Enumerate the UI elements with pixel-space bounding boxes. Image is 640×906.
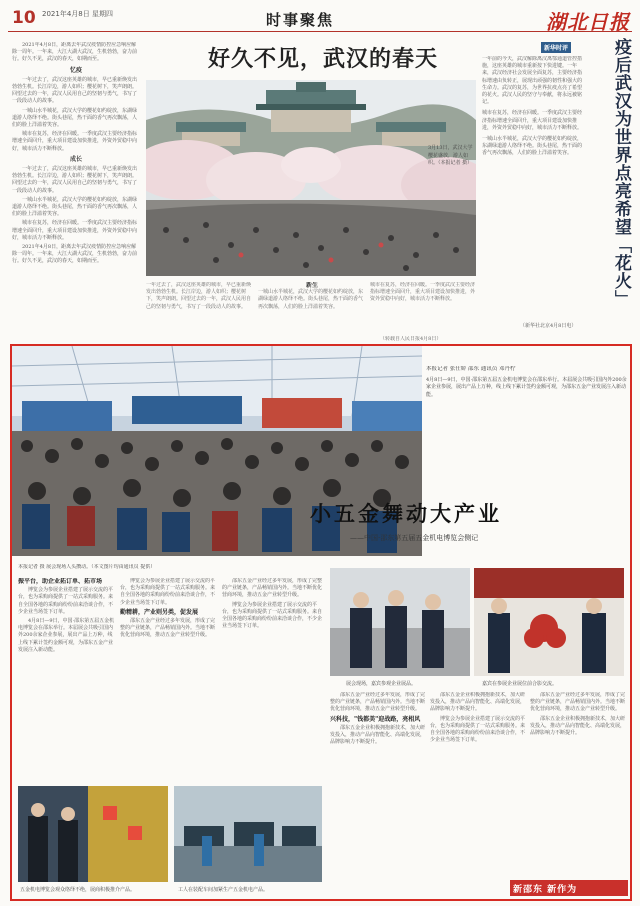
section-2-body: 邵东五金产业经过多年发展，形成了完整的产业链条，产品畅销国内外。当地不断优化营商环境，推动五金产业转型升级。 [120, 618, 216, 639]
section-3-body-2: 邵东五金企业积极拥抱新技术，加大研发投入，推动产品向智能化、高端化发展，品牌影响力不断提升。 [430, 692, 526, 713]
photo3-caption: 展会现场，嘉宾参观企业展品。 [346, 681, 417, 687]
section-3-body-4: 邵东五金产业经过多年发展，形成了完整的产业链条，产品畅销国内外。当地不断优化营商环境，推动五金产业转型升级。 [530, 692, 626, 713]
top-byline: （转载自人民日报4月8日） [380, 336, 442, 342]
feature-title: 小五金舞动大产业 [310, 501, 502, 526]
subhead-xinsheng: 新生 [305, 282, 318, 289]
section-1-body-2: 4月8日—9日，中国·邵东第五届五金机电博览会在邵东举行。本届展会共吸引国内外200余家企业参展，展出产品上万种，线上线下累计签约金额可观，为邵东五金产业发展注入新动能。 [18, 618, 115, 653]
top-left-column [12, 42, 140, 338]
cherry-blossom-scene [146, 80, 476, 276]
side-article-body [482, 56, 586, 318]
body-left-4: 一年过去了，武汉这座英雄的城市，早已重新焕发出勃勃生机。长江岸边，游人如织；樱花树下，笑声朗朗。回望过去的一年，武汉人民用自己的坚韧与勇气，书写了一段段动人的故事。 [12, 166, 138, 194]
feature-col-6 [530, 692, 626, 872]
photo5-caption: 工人在装配车间加紧生产五金机电产品。 [178, 887, 269, 893]
photo-visitors [18, 786, 168, 882]
section-3-heading: 兴科技，"钱都美"迎战路，亮相风 [330, 715, 421, 723]
commentary-tag: 新华时评 [541, 42, 571, 53]
subhead-chengzhang: 成长 [69, 155, 82, 163]
newspaper-logo: 湖北日报 [546, 10, 630, 34]
body-left-2: 一城山水半城花，武汉大学的樱花如约绽放，东湖绿道游人络绎不绝。街头巷尾，热干面的香气再次飘荡，人们的脸上洋溢着笑容。 [12, 107, 138, 129]
photo2-caption: 嘉宾在参展企业展位前合影交流。 [482, 681, 558, 687]
section-1-body: 博览会为参展企业搭建了展示交流的平台，也为采购商提供了一站式采购服务。来自全国各地的采购商纷纷前来洽谈合作，不少企业当场签下订单。 [18, 587, 114, 615]
feature-col-4 [330, 692, 426, 892]
body-left: 一年过去了，武汉这座英雄的城市，早已重新焕发出勃勃生机。长江岸边，游人如织；樱花树下，笑声朗朗。回望过去的一年，武汉人民用自己的坚韧与勇气，书写了一段段动人的故事。 [12, 76, 138, 105]
side-byline: （新华社北京4月8日电） [520, 323, 577, 329]
booth-photo-art [474, 568, 624, 676]
section-1-body-3: 博览会为参展企业搭建了展示交流的平台，也为采购商提供了一站式采购服务。来自全国各地的采购商纷纷前来洽谈合作，不少企业当场签下订单。 [120, 578, 216, 606]
footer-banner-text: 新邵东 新作为 [513, 885, 578, 895]
top-article-title: 好久不见，武汉的春天 [207, 46, 438, 72]
body-left-5: 一城山水半城花，武汉大学的樱花如约绽放，东湖绿道游人络绎不绝。街头巷尾，热干面的香气再次飘荡，人们的脸上洋溢着笑容。 [12, 196, 138, 218]
feature-main-caption: 本报记者 摄 展会现场人头攒动。（本文图片均由通讯员 提供） [18, 564, 156, 570]
feature-col-1 [18, 578, 116, 778]
photo-workshop [174, 786, 322, 882]
page-number: 10 [12, 8, 36, 28]
feature-authors: 本报记者 张仕娇 邵东 通讯员 邓丹柠 [426, 366, 516, 372]
feature-intro [426, 366, 628, 458]
wuhan-spring-photo [146, 80, 476, 276]
section-3-body: 邵东五金企业积极拥抱新技术，加大研发投入，推动产品向智能化、高端化发展，品牌影响力不断提升。 [330, 724, 426, 746]
feature-subtitle: ——中国·邵东第五届五金机电博览会侧记 [350, 534, 479, 542]
top-photo-caption: 3月13日，武汉大学樱花盛放，游人如织。（本报记者 摄） [428, 145, 473, 166]
body-left-3: 城市在复苏，经济在回暖。一季度武汉主要经济指标增速全面回升，重大项目建设加快推进，外资外贸稳中向好，城市活力不断释放。 [12, 131, 138, 152]
page-header [8, 6, 632, 32]
top-body-col2-text: 一城山水半城花，武汉大学的樱花如约绽放，东湖绿道游人络绎不绝。街头巷尾，热干面的香气再次飘荡，人们的脸上洋溢着笑容。 [258, 289, 364, 310]
feature-col-5 [430, 692, 526, 892]
side-body-text-3: 一城山水半城花，武汉大学的樱花如约绽放，东湖绿道游人络绎不绝。街头巷尾，热干面的香气再次飘荡，人们的脸上洋溢着笑容。 [482, 136, 583, 157]
photo-guests [330, 568, 470, 676]
side-article-title: 疫后武汉为世界点亮希望「花火」 [611, 38, 631, 308]
body-left-6: 城市在复苏，经济在回暖。一季度武汉主要经济指标增速全面回升，重大项目建设加快推进，外资外贸稳中向好，城市活力不断释放。 [12, 220, 138, 241]
lede-text: 2021年4月8日，距离去年武汉疫情防控应急响应解除一周年。一年来，大江大湖大武汉，生机勃勃，奋力前行。好久不见，武汉的春天，如期而至。 [12, 42, 138, 63]
date-line: 2021年4月8日 星期四 [42, 10, 113, 18]
section-2-body-2: 邵东五金产业经过多年发展，形成了完整的产业链条，产品畅销国内外。当地不断优化营商环境，推动五金产业转型升级。 [222, 578, 322, 599]
photo-booth [474, 568, 624, 676]
feature-intro-text: 4月8日—9日，中国·邵东第五届五金机电博览会在邵东举行。本届展会共吸引国内外200余家企业参展，展出产品上万种，线上线下累计签约金额可观，为邵东五金产业发展注入新动能。 [426, 377, 627, 398]
section-title: 时事聚焦 [266, 11, 335, 29]
photo4-caption: 五金机电博览会观众络绎不绝，展商积极推介产品。 [20, 887, 136, 893]
top-body-col3: 城市在复苏，经济在回暖。一季度武汉主要经济指标增速全面回升，重大项目建设加快推进，外资外贸稳中向好，城市活力不断释放。 [370, 282, 476, 303]
section-3-body-5: 邵东五金企业积极拥抱新技术，加大研发投入，推动产品向智能化、高端化发展，品牌影响力不断提升。 [530, 715, 626, 737]
section-2-heading: 勤精耕，产业则另类，促发展 [120, 608, 199, 616]
side-body-text-2: 城市在复苏，经济在回暖。一季度武汉主要经济指标增速全面回升，重大项目建设加快推进，外资外贸稳中向好，城市活力不断释放。 [482, 110, 583, 131]
section-2-body-3: 博览会为参展企业搭建了展示交流的平台，也为采购商提供了一站式采购服务。来自全国各地的采购商纷纷前来洽谈合作，不少企业当场签下订单。 [222, 601, 322, 630]
section-3-body-pre: 邵东五金产业经过多年发展，形成了完整的产业链条，产品畅销国内外。当地不断优化营商环境，推动五金产业转型升级。 [330, 692, 426, 713]
top-body-col2 [258, 282, 366, 338]
section-3-body-3: 博览会为参展企业搭建了展示交流的平台，也为采购商提供了一站式采购服务。来自全国各地的采购商纷纷前来洽谈合作，不少企业当场签下订单。 [430, 715, 526, 744]
feature-col-2 [120, 578, 218, 698]
workshop-photo-art [174, 786, 322, 882]
feature-article-box [10, 344, 632, 901]
body-left-7: 2021年4月8日，距离去年武汉疫情防控应急响应解除一周年。一年来，大江大湖大武汉，生机勃勃，奋力前行。好久不见，武汉的春天，如期而至。 [12, 244, 138, 265]
side-body-text: 一年前的今天，武汉解除离汉离鄂通道管控措施，这座英雄的城市重新按下快进键。一年来，武汉经济社会发展全面复苏，主要经济指标增速由负转正，展现出顽强的韧性和强大的生命力。武汉的复苏，为世界抗疫点亮了希望的花火。武汉人民的坚守与奉献，将永远被铭记。 [482, 56, 583, 106]
feature-col-3 [222, 578, 322, 648]
visitors-photo-art [18, 786, 168, 882]
section-1-heading: 振平台，助企业拓订单、拓市场 [18, 578, 103, 585]
top-body-col1: 一年过去了，武汉这座英雄的城市，早已重新焕发出勃勃生机。长江岸边，游人如织；樱花树下，笑声朗朗。回望过去的一年，武汉人民用自己的坚韧与勇气，书写了一段段动人的故事。 [146, 282, 252, 310]
subhead-yiyi: 忆疫 [69, 66, 82, 74]
guests-photo-art [330, 568, 470, 676]
